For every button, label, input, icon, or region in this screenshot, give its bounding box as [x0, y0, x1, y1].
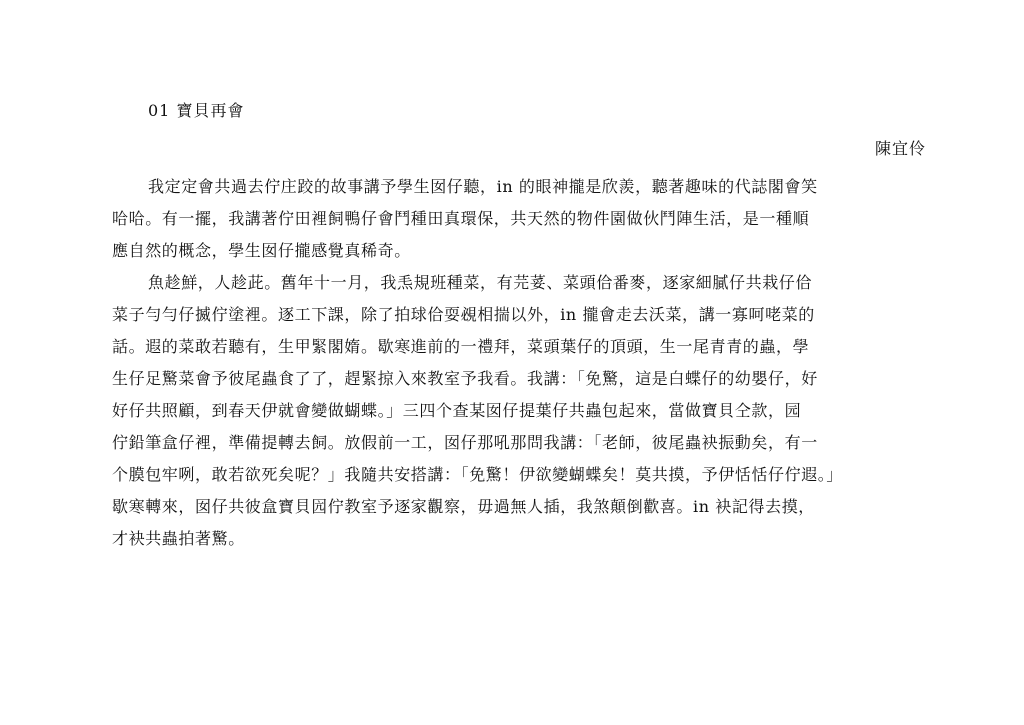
- paragraph-line: 應自然的概念，學生囡仔攏感覺真稀奇。: [112, 241, 411, 260]
- paragraph-line: 魚趁鮮，人趁茈。舊年十一月，我𤆬規班種菜，有芫荽、菜頭佮番麥，逐家細膩仔共栽仔佮: [148, 273, 813, 292]
- paragraph-line: 我定定會共過去佇庄跤的故事講予學生囡仔聽，in 的眼神攏是欣羨，聽著趣味的代誌閣會笑: [148, 177, 818, 196]
- author-name: 陳宜伶: [874, 139, 926, 158]
- paragraph-line: 才袂共蟲拍著驚。: [112, 529, 245, 548]
- paragraph-line: 哈哈。有一擺，我講著佇田裡飼鴨仔會鬥種田真環保，共天然的物件園做伙鬥陣生活，是一種順: [112, 209, 810, 228]
- paragraph-line: 歇寒轉來，囡仔共彼盒寶貝囥佇教室予逐家觀察，毋過無人插，我煞顛倒歡喜。in 袂記得去摸，: [112, 497, 815, 516]
- document-title: 01 寶貝再會: [148, 101, 245, 120]
- paragraph-line: 生仔足驚菜會予彼尾蟲食了了，趕緊掠入來教室予我看。我講：「免驚，這是白蝶仔的幼嬰仔，好: [112, 369, 818, 388]
- paragraph-line: 佇鉛筆盒仔裡，準備提轉去飼。放假前一工，囡仔那吼那問我講：「老師，彼尾蟲袂振動矣，有一: [112, 433, 818, 452]
- document-body: [112, 171, 942, 555]
- paragraph-line: 个膜包牢咧，敢若欲死矣呢？」我隨共安搭講：「免驚！伊欲變蝴蝶矣！莫共摸，予伊恬恬仔佇遐。」: [112, 465, 844, 484]
- paragraph-line: 話。遐的菜敢若聽有，生甲緊閣媠。歇寒進前的一禮拜，菜頭葉仔的頂頭，生一尾青青的蟲，學: [112, 337, 810, 356]
- paragraph-line: 菜子勻勻仔揻佇塗裡。逐工下課，除了拍球佮耍覕相揣以外，in 攏會走去沃菜，講一寡呵咾菜的: [112, 305, 815, 324]
- paragraph-line: 好仔共照顧，到春天伊就會變做蝴蝶。」三四个查某囡仔提葉仔共蟲包起來，當做寶貝仝款，园: [112, 401, 802, 420]
